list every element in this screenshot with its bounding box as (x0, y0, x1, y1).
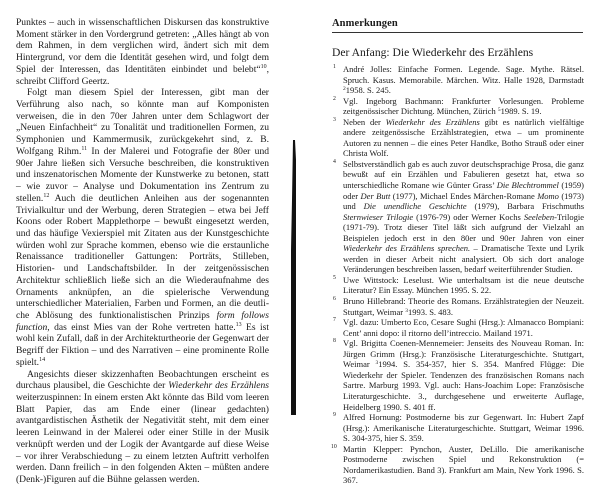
text-run: 1958. S. 245. (345, 85, 391, 96)
italic-title: Die Blechtrommel (496, 180, 559, 191)
footnote-ref: 3 (405, 307, 408, 314)
italic-title: Die unendliche Geschichte (363, 201, 467, 212)
footnote (332, 444, 584, 486)
chapter-subheading: Der Anfang: Die Wiederkehr des Erzählens (332, 46, 534, 59)
paragraph (16, 369, 269, 486)
footnote-number: 10 (331, 443, 337, 450)
text-run: Vgl. dazu: Umberto Eco, Cesare Sughi (Hrsg.): Almanacco Bompiani: Cent’ anni dopo: il ritorno dell’intreccio. Mailand 1971. (343, 317, 584, 338)
text-run: Folgt man diesem Spiel der Interessen, gibt man der Verführung also nach, so könnte man auf Komponisten verweisen, die in den 70er Jahren unter dem Schlagwort der „Neuen Einfachheit“ zu Tonalität und traditionellen Formen, zu Symphonien und Kammermusik, zurückgekehrt sind, z. B. Wolfgang Rihm. (16, 87, 269, 157)
footnote-text (343, 159, 584, 274)
footnote-number: 4 (333, 158, 336, 165)
text-run: In der Malerei und Fotografie der 80er und 90er Jahre ließen sich Versuche beschreiben, die konstruktiven und inszenatorischen Momente der Kunstwerke zu betonen, statt – wie zuvor – Analyse und Dokumentation ins Zentrum zu stellen. (16, 145, 269, 204)
text-run: Es ist wohl kein Zufall, daß in der Architekturtheorie der Gegenwart der Begriff der Fiktion – und des Narrativen – eine prominente Rolle spielt. (16, 321, 270, 368)
footnote-ref: 5 (497, 107, 501, 114)
text-run: Angesichts dieser skizzenhaften Beobachtungen erscheint es durchaus plausibel, die Geschichte der (16, 368, 269, 392)
footnote-ref: 14 (39, 356, 46, 363)
italic-title: Der Butt (360, 190, 391, 201)
text-run: 1994. S. 354-357, hier S. 354. Manfred Flügge: Die Wiederkehr der Spieler. Tendenzen des französischen Romans nach Sartre. Marburg 1993. Vgl. auch: Hans-Joachim Lope: Französische Literaturgeschichte. 3., durchgesehene und erweiterte Auflage, Heidelberg 1990. S. 401 ff. (343, 359, 584, 412)
gutter-scan-shadow (287, 0, 299, 415)
footnote-text (343, 296, 584, 317)
text-run: 1993. S. 483. (407, 306, 454, 317)
footnote-text (343, 275, 584, 296)
left-page (0, 0, 288, 486)
footnote (332, 117, 584, 159)
footnote-number: 8 (333, 338, 336, 345)
footnotes-list (332, 64, 584, 486)
footnote (332, 96, 584, 117)
italic-title: Sternwieser Trilogie (343, 211, 414, 222)
italic-title: Wiederkehr des Erzählens (385, 116, 480, 127)
footnote (332, 412, 584, 444)
notes-heading: Anmerkungen (332, 18, 398, 29)
text-run: -Trilogie (1971-79). Trotz dieser Titel läßt sich aufgrund der Vielzahl an Beispielen jedoch erst in den 80er und 90er Jahren von einer (343, 211, 584, 243)
text-run: Uwe Wittstock: Leselust. Wie unterhaltsam ist die neue deutsche Literatur? Ein Essay. München 1995. S. 22. (343, 274, 584, 296)
gutter-shadow-shape (291, 140, 296, 415)
text-run: (1977), Michael Endes Märchen-Romane (390, 190, 538, 201)
text-run: Punktes – auch in wissenschaftlichen Diskursen das konstruktive Moment stärker in den Vordergrund getreten: „Alles hängt ab von dem Rahmen, in dem verglichen wird, ändert sich mit dem Hintergrund, vor dem die Identität gesehen wird, und folgt dem Spiel der Interessen, das Identitäten einbindet und belebt“ (16, 17, 269, 75)
text-run: Martin Klepper: Pynchon, Auster, DeLillo. Die amerikanische Postmoderne zwischen Spiel und Rekonstruktion (= Nordamerikastudien. Band 3). Frankfurt am Main, New York 1996. S. 367. (343, 443, 584, 486)
footnote-ref: 11 (81, 145, 88, 152)
italic-title: Wiederkehr des Erzählens sprechen. (343, 243, 471, 254)
footnote-ref: 13 (235, 321, 242, 328)
text-run: Alfred Hornung: Postmoderne bis zur Gegenwart. In: Hubert Zapf (Hrsg.): Amerikanische Literaturgeschichte. Stuttgart, Weimar 1996. S. 304-375, hier S. 359. (343, 412, 584, 444)
footnote-number: 6 (333, 296, 336, 303)
footnote-ref: 3 (375, 360, 379, 367)
text-run: weiterzuspinnen: In einem ersten Akt könnte das Bild vom leeren Blatt Papier, das am Ende einer (linear gedachten) avantgardistischen Ästhetik der Negativität steht, mit dem einer leeren Leinwand in der Malerei oder einer Stille in der Musik verknüpft werden und der Logik der Avantgarde auf diese Weise – vor ihrer Verabschiedung – zu einem letzten Auftritt verholfen werden. Dann freilich – in den folgenden Akten – müßten andere (Denk-)Figuren auf die Bühne gelassen werden. (16, 392, 269, 486)
italic-title: form follows function (16, 309, 269, 333)
italic-title: Seeleben (523, 211, 555, 222)
text-run: André Jolles: Einfache Formen. Legende. Sage. Mythe. Rätsel. Spruch. Kasus. Memorabile. Märchen. Witz. Halle 1928, Darmstadt (343, 64, 584, 85)
heading-rule (332, 32, 583, 33)
text-run: – Dramatische Texte und Lyrik werden in dieser Arbeit nicht analysiert. Ob sich dort analoge Veränderungen beschreiben lassen, bedarf weiterführender Studien. (343, 243, 584, 275)
footnote-number: 3 (333, 116, 336, 123)
footnote-text (343, 117, 584, 159)
footnote (332, 159, 584, 275)
footnote (332, 317, 584, 338)
footnote (332, 64, 584, 96)
footnote-number: 9 (333, 412, 336, 419)
text-run: Vgl. Ingeborg Bachmann: Frankfurter Vorlesungen. Probleme zeitgenössischer Dichtung. München, Zürich (343, 95, 584, 117)
italic-title: Wiederkehr des Erzählens (168, 380, 269, 392)
footnote-ref: 10 (260, 63, 267, 70)
text-run: Auch die deutlichen Anleihen aus der sogenannten Trivialkultur und der Werbung, deren Strategien – etwa bei Jeff Koons oder Robert Mapplethorpe – bewußt eingesetzt werden, und das häufige Vexierspiel mit Zitaten aus der Kunstgeschichte würden wohl zur Sprache kommen, ebenso wie die erstaunliche Renaissance traditioneller Gattungen: Porträts, Stilleben, Historien- und Landschaftsbilder. In der zeitgenössischen Architektur schließlich ließe sich an die Wiederaufnahme des Ornaments anknüpfen, an die spielerische Verwendung unterschiedlicher Materialien, Farben und Formen, an die deutliche Ablösung des funktionalistischen Prinzips (16, 192, 269, 321)
footnote-text (343, 444, 584, 486)
text-run: (1973) und (343, 190, 584, 212)
footnote-ref: 12 (43, 192, 50, 199)
footnote-text (343, 96, 584, 117)
footnote-text (343, 338, 584, 411)
footnote-ref: 2 (343, 86, 346, 93)
footnote-text (343, 412, 584, 443)
footnote-number: 7 (333, 317, 336, 324)
text-run: Vgl. Brigitta Coenen-Mennemeier: Jenseits des Nouveau Roman. In: Jürgen Grimm (Hrsg.): Französische Literaturgeschichte. Stuttgart, Weimar (343, 338, 584, 370)
footnote-text (343, 317, 584, 338)
italic-title: Momo (537, 190, 559, 201)
footnote-number: 2 (333, 95, 336, 102)
text-run: (1979), Barbara Frischmuths (466, 201, 585, 212)
text-run: , das einst Mies van der Rohe vertreten hatte. (47, 321, 236, 333)
footnote-number: 1 (333, 64, 336, 70)
paragraph (16, 17, 269, 87)
footnote (332, 296, 584, 317)
text-run: (1976-79) oder Werner Kochs (413, 211, 524, 222)
footnote (332, 338, 584, 412)
text-run: Neben der (343, 116, 386, 127)
text-run: gibt es natürlich vielfältige andere zeitgenössische Erzählstrategien, etwa – um prominente Autoren zu nennen – die eines Peter Handke, Botho Strauß oder einer Christa Wolf. (343, 116, 584, 159)
text-run: Bruno Hillebrand: Theorie des Romans. Erzählstrategien der Neuzeit. Stuttgart, Weimar (343, 296, 584, 317)
footnote (332, 275, 584, 296)
footnote-number: 5 (333, 274, 336, 281)
text-run: (1959) oder (343, 180, 584, 201)
paragraph (16, 87, 269, 368)
body-text (16, 17, 269, 486)
text-run: , schreibt Clifford Geertz. (16, 63, 269, 87)
text-run: Selbstverständlich gab es auch zuvor deutschsprachige Prosa, die ganz bewußt auf ein Erzählen und Fabulieren gesetzt hat, etwa so unterschiedliche Romane wie Günter Grass’ (343, 158, 584, 191)
text-run: 1989. S. 19. (500, 106, 542, 117)
right-page (300, 0, 600, 486)
footnote-text (343, 64, 584, 95)
